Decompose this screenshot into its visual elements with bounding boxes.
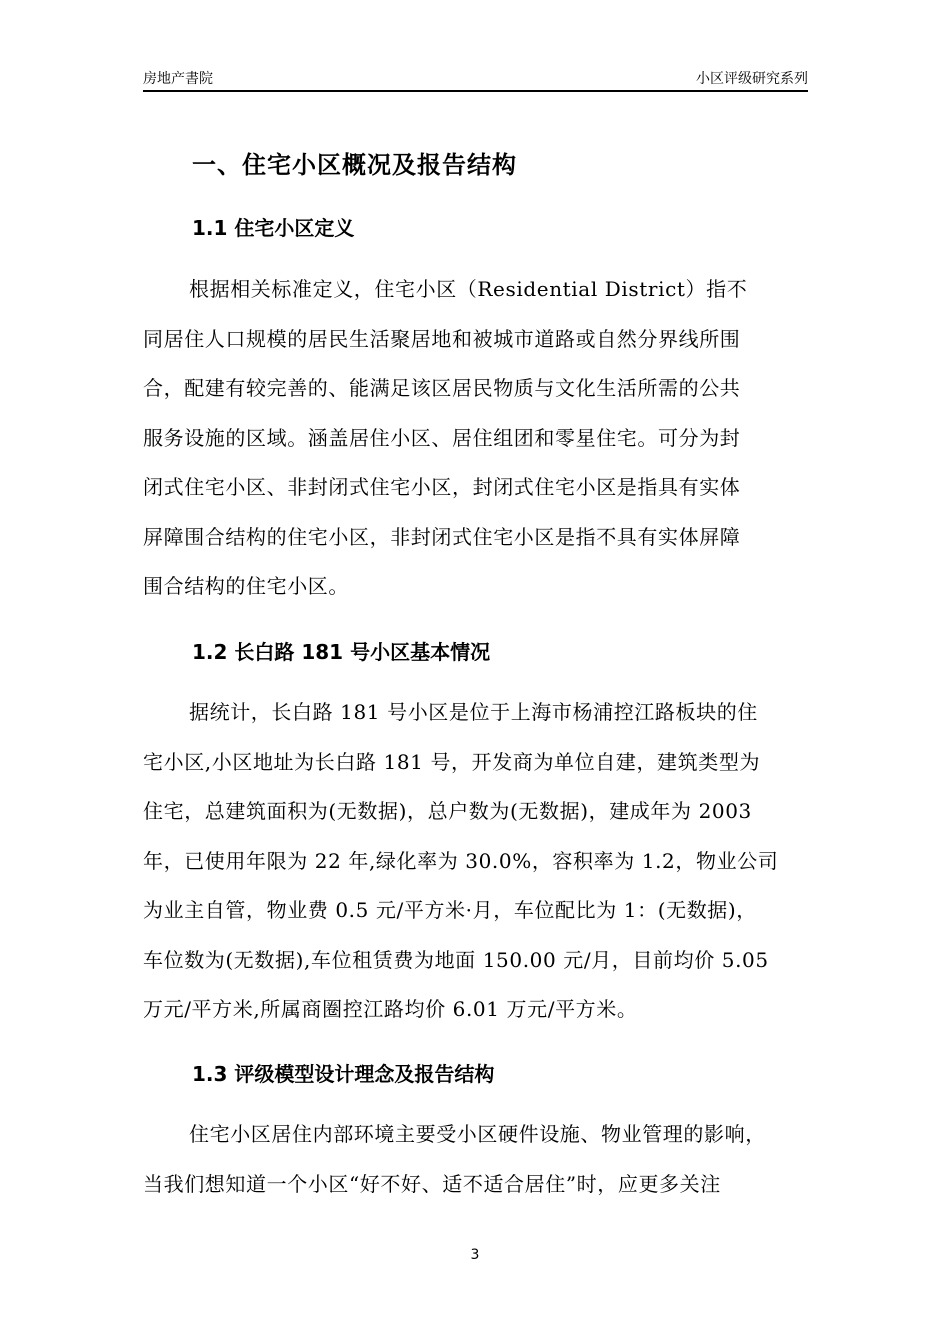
page-number: 3 bbox=[470, 1247, 480, 1263]
text-line: 车位数为(无数据),车位租赁费为地面 150.00 元/月，目前均价 5.05 bbox=[143, 947, 769, 972]
paragraph-definition bbox=[143, 265, 808, 612]
text-line: 年，已使用年限为 22 年,绿化率为 30.0%，容积率为 1.2，物业公司 bbox=[143, 848, 779, 873]
heading-1-1: 1.1 住宅小区定义 bbox=[192, 216, 355, 240]
text-line: 宅小区,小区地址为长白路 181 号，开发商为单位自建，建筑类型为 bbox=[143, 749, 761, 774]
text-line: 住宅小区居住内部环境主要受小区硬件设施、物业管理的影响， bbox=[189, 1122, 766, 1146]
text-line: 为业主自管，物业费 0.5 元/平方米·月，车位配比为 1：(无数据)， bbox=[143, 898, 757, 922]
header-series-title: 小区评级研究系列 bbox=[696, 71, 808, 87]
text-line: 万元/平方米,所属商圈控江路均价 6.01 万元/平方米。 bbox=[143, 997, 638, 1021]
text-line: 服务设施的区域。涵盖居住小区、居住组团和零星住宅。可分为封 bbox=[143, 425, 741, 450]
text-line: 屏障围合结构的住宅小区，非封闭式住宅小区是指不具有实体屏障 bbox=[143, 524, 741, 549]
section-title: 一、住宅小区概况及报告结构 bbox=[192, 151, 517, 179]
heading-1-2: 1.2 长白路 181 号小区基本情况 bbox=[192, 640, 491, 664]
text-line: 围合结构的住宅小区。 bbox=[143, 574, 349, 598]
text-line: 合，配建有较完善的、能满足该区居民物质与文化生活所需的公共 bbox=[143, 376, 741, 400]
text-line: 据统计，长白路 181 号小区是位于上海市杨浦控江路板块的住 bbox=[189, 700, 758, 724]
paragraph-model-design bbox=[143, 1110, 808, 1209]
header-publisher: 房地产書院 bbox=[143, 71, 213, 87]
page-header bbox=[143, 64, 808, 92]
text-line: 住宅，总建筑面积为(无数据)，总户数为(无数据)，建成年为 2003 bbox=[143, 799, 752, 823]
heading-1-3: 1.3 评级模型设计理念及报告结构 bbox=[192, 1062, 495, 1086]
text-line: 同居住人口规模的居民生活聚居地和被城市道路或自然分界线所围 bbox=[143, 326, 741, 351]
text-line: 根据相关标准定义，住宅小区（Residential District）指不 bbox=[189, 277, 748, 301]
text-line: 闭式住宅小区、非封闭式住宅小区，封闭式住宅小区是指具有实体 bbox=[143, 475, 741, 499]
text-line: 当我们想知道一个小区“好不好、适不适合居住”时，应更多关注 bbox=[143, 1171, 721, 1196]
paragraph-basic-info bbox=[143, 688, 808, 1035]
